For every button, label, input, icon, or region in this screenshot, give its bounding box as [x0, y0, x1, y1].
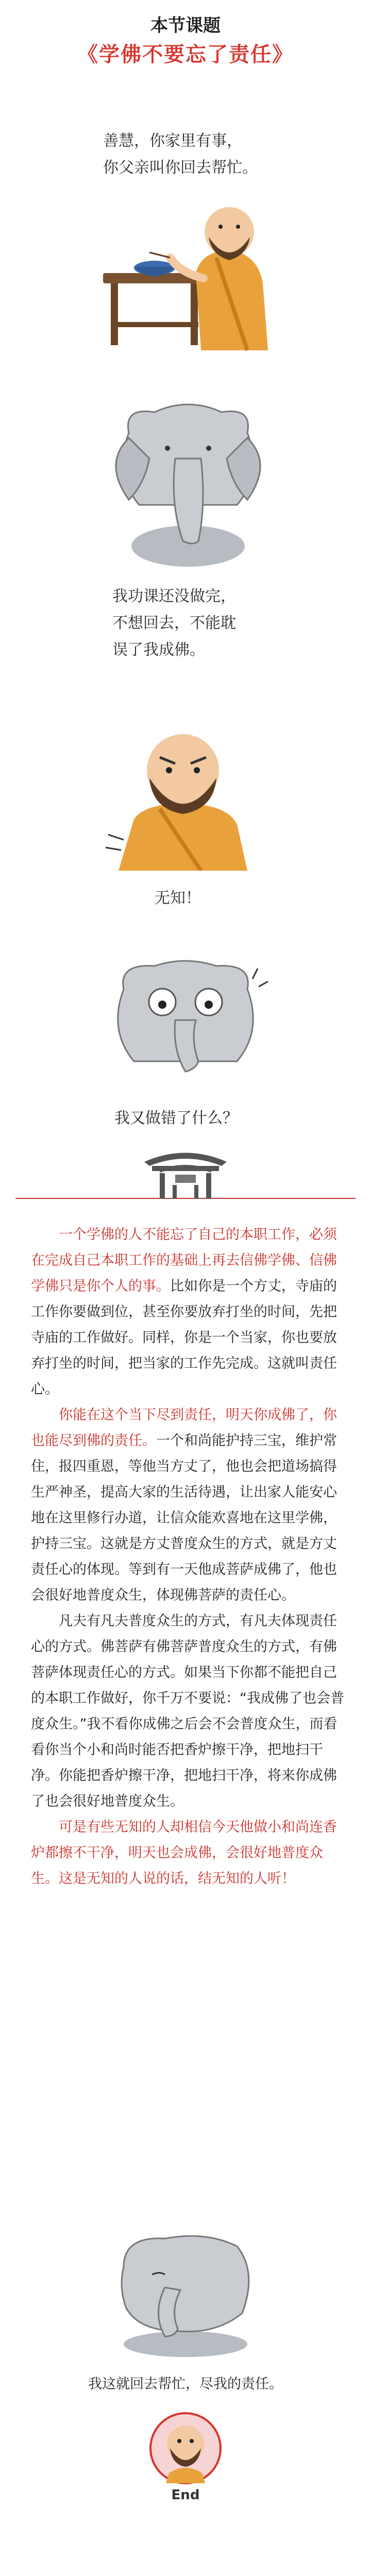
article-para-4: 可是有些无知的人却相信今天他做小和尚连香炉都擦不干净，明天也会成佛，会很好地普度众生。这是无知的人说的话，结无知的人听！	[31, 1819, 337, 1887]
panel1-line1: 善慧，你家里有事，	[103, 132, 242, 150]
article-para-1	[31, 1222, 345, 1402]
panel3-speech: 无知！	[155, 889, 201, 907]
elephant-sitting-illustration	[108, 402, 268, 572]
angry-monk-illustration	[98, 721, 268, 871]
para1-text: 比如你是一个方丈，寺庙的工作你要做到位，甚至你要放弃打坐的时间，先把寺庙的工作做好。同样，你是一个当家，你也要放弃打坐的时间，把当家的工作先完成。这就叫责任心。	[31, 1278, 337, 1397]
para1-highlight: 一个学佛的人不能忘了自己的本职工作，必须在完成自己本职工作的基础上再去信佛学佛、信佛学佛只是你个人的事。	[31, 1227, 337, 1294]
panel2-line3: 误了我成佛。	[112, 641, 205, 659]
end-label: End	[171, 2487, 200, 2503]
panel5-caption: 我这就回去帮忙，尽我的责任。	[88, 2376, 283, 2392]
panel2-speech	[112, 583, 298, 664]
article-para-2	[31, 1402, 345, 1608]
para2-text: 一个和尚能护持三宝，维护常住，报四重恩，等他当方丈了，他也会把道场搞得生严神圣，提高大家的生活待遇，让出家人能安心地在这里修行办道，让信众能欢喜地在这里学佛，护持三宝。这就是方丈普度众生的方式，就是方丈责任心的体现。等到有一天他成菩萨成佛了，他也会很好地普度众生，体现佛菩萨的责任心。	[31, 1433, 337, 1603]
elephant-bowing-illustration	[103, 2226, 268, 2360]
panel4-speech: 我又做错了什么？	[114, 1109, 238, 1127]
article-body	[31, 1222, 345, 1892]
panel1-speech	[103, 128, 309, 181]
panel2-line2: 不想回去，不能耽	[112, 614, 236, 632]
avatar	[148, 2411, 223, 2488]
panel1-line2: 你父亲叫你回去帮忙。	[103, 159, 258, 177]
para2-highlight: 你能在这个当下尽到责任，明天你成佛了，你也能尽到佛的责任。	[31, 1407, 337, 1449]
page-subtitle: 《学佛不要忘了责任》	[77, 43, 294, 66]
temple-gate-icon	[139, 1146, 232, 1203]
article-para-3: 凡夫有凡夫普度众生的方式，有凡夫体现责任心的方式。佛菩萨有佛菩萨普度众生的方式，有佛菩萨体现责任心的方式。如果当下你都不能把自己的本职工作做好，你千万不要说：“我成佛了也会普度众生。”我不看你成佛之后会不会普度众生，而看看你当个小和尚时能否把香炉擦干净，把地扫干净。你能把香炉擦干净，把地扫干净，将来你成佛了也会很好地普度众生。	[31, 1613, 344, 1809]
confused-elephant-illustration	[98, 958, 273, 1082]
panel2-line1: 我功课还没做完，	[112, 587, 236, 605]
page-title: 本节课题	[150, 15, 221, 36]
monk-eating-illustration	[93, 196, 289, 366]
